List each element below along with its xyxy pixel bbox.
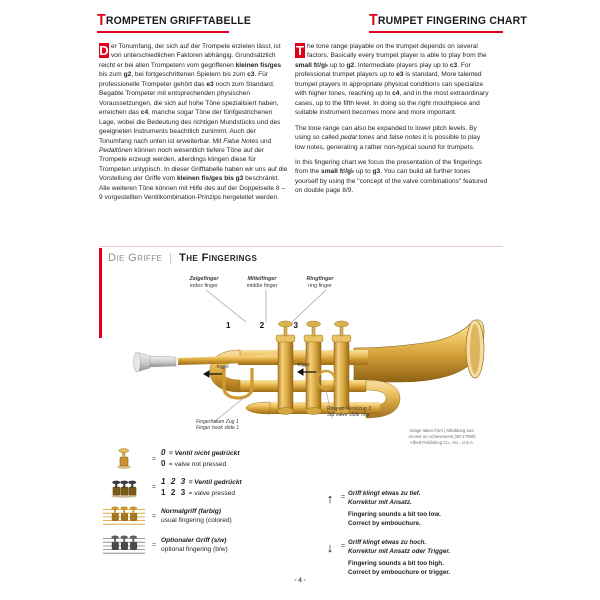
text-italic: pedal tones bbox=[340, 134, 375, 142]
trigger-label-2: Trigger bbox=[297, 362, 310, 367]
text-run: er Tonumfang, der sich auf der Trompete erzielen lässt, ist von unterschiedlichen Faktoren abhängig. Grundsätzlich reicht er bei allen Trompetern vom gegriffenen bbox=[99, 43, 281, 69]
valve-number-2: 2 bbox=[259, 321, 265, 330]
text-run: können noch wesentlich tiefere Töne auf der Trompete erzeugt werden, allerdings klingen diese für Trompeten untypisch. In dieser Grifftabelle haben wir uns auf die Vorstellung der Griffe vom bbox=[99, 146, 288, 183]
pitch-english-line-1: Fingering sounds a bit too high. bbox=[348, 560, 444, 567]
legend-row-optional-fingering bbox=[101, 534, 311, 556]
callout-english: ring finger bbox=[308, 282, 332, 289]
pitch-english-line-2: Correct by embouchure or trigger. bbox=[348, 569, 451, 576]
text-bold: kleinen fis/ges bis g3 bbox=[176, 175, 244, 183]
legend-row-usual-fingering bbox=[101, 505, 311, 527]
legend-german: 1 2 3 = Ventil gedrückt bbox=[161, 477, 242, 486]
text-italic: False Notes bbox=[223, 137, 259, 145]
arrow-down-icon: ↓ bbox=[326, 540, 334, 555]
legend-text bbox=[161, 448, 240, 469]
text-run: up to bbox=[354, 168, 373, 176]
text-bold: c4 bbox=[392, 90, 400, 98]
trumpet-illustration bbox=[118, 318, 490, 434]
legend-fingering-symbols bbox=[101, 448, 311, 563]
header-german bbox=[97, 14, 264, 33]
intro-english-paragraph-3 bbox=[295, 158, 491, 196]
callout-english: middle finger bbox=[246, 282, 278, 289]
label-valve-slide-ring-german: Ring an Ventilzug 3 bbox=[327, 406, 371, 412]
text-run: . Für professionelle Trompeter gehört das bbox=[99, 71, 268, 88]
callout-english: index finger bbox=[190, 282, 218, 289]
text-run: , bei fortgeschrittenen Spielern bis zum bbox=[131, 71, 248, 79]
legend-text bbox=[161, 507, 232, 526]
credit-line-2: Accent on Achievement (00-17090) bbox=[408, 434, 476, 440]
legend-label-english: optional fingering (b/w) bbox=[161, 546, 228, 554]
text-run: he tone range playable on the trumpet depends on several factors. Basically every trumpet player is able to play from the bbox=[307, 43, 487, 60]
pitch-english-line-1: Fingering sounds a bit too low. bbox=[348, 511, 441, 518]
text-run: . You can build all further tones yourself by using the "concept of the valve combinations" featured on double page 8/9. bbox=[295, 168, 488, 195]
label-finger-hook-german: Fingerhaken Zug 1 bbox=[196, 419, 239, 425]
intro-text-german bbox=[99, 42, 289, 209]
pitch-german-line-1: Griff klingt etwas zu hoch. bbox=[348, 539, 427, 546]
legend-equals: = bbox=[151, 455, 157, 463]
text-run: beschränkt. Alle weiteren Töne können mit Hilfe des auf der Doppelseite 8 – 9 vorgestellten Ventilkombination-Prinzips hergeleitet werden. bbox=[99, 175, 286, 202]
callout-german: Zeigefinger bbox=[189, 276, 219, 282]
text-run: noch zum Standard. Begabte Trompeter mit entsprechenden physischen Voraussetzungen, die sich auf hohe Töne spezialisiert haben, erreichen das bbox=[99, 80, 279, 117]
section-divider bbox=[99, 246, 503, 247]
credit-line-1: Image taken from | Abbildung aus: bbox=[409, 428, 475, 433]
text-bold: e3 bbox=[206, 80, 214, 88]
pitch-equals: = bbox=[340, 494, 346, 501]
section-title-english: The Fingerings bbox=[179, 252, 258, 264]
text-bold: c4 bbox=[140, 109, 149, 117]
legend-text bbox=[161, 536, 228, 555]
intro-german-paragraph bbox=[99, 42, 289, 203]
header-english-rest: RUMPET FINGERING CHART bbox=[377, 15, 527, 27]
header-german-rest: ROMPETEN GRIFFTABELLE bbox=[105, 15, 252, 27]
text-run: . For professional trumpet players up to bbox=[295, 61, 471, 79]
text-run: it is possible to play low notes, generating a rather non-typical sound for trumpets. bbox=[295, 134, 481, 151]
pitch-german-line-1: Griff klingt etwas zu tief. bbox=[348, 490, 421, 497]
legend-number-german: 0 bbox=[161, 448, 168, 458]
intro-text-english bbox=[295, 42, 491, 202]
arrow-up-icon: ↑ bbox=[326, 491, 334, 506]
text-bold: g2 bbox=[346, 61, 355, 69]
header-english-text bbox=[369, 14, 527, 28]
valve-pressed-icon bbox=[101, 478, 147, 498]
text-run: , and in the most extraordinary cases, up to the fifth level. In doing so the right mouthpiece and suitable instrument becomes more and more important. bbox=[295, 90, 489, 117]
legend-label-german: Normalgriff (farbig) bbox=[161, 507, 221, 515]
credit-line-3: Alfred Publishing Co., Inc., U.S.A. bbox=[409, 440, 475, 446]
image-credit bbox=[381, 428, 503, 447]
bw-fingering-icon bbox=[101, 534, 147, 556]
section-accent-bar bbox=[99, 248, 102, 338]
valve-not-pressed-icon bbox=[101, 448, 147, 470]
legend-english: 1 2 3 = valve pressed bbox=[161, 487, 235, 497]
pitch-text bbox=[348, 538, 450, 577]
text-run: und bbox=[258, 137, 272, 145]
colored-fingering-icon bbox=[101, 505, 147, 527]
legend-label-german: Ventil nicht gedrückt bbox=[174, 450, 240, 458]
text-bold: g2 bbox=[123, 71, 132, 79]
label-valve-slide-ring-english: 3rd valve slide ring bbox=[327, 412, 370, 419]
section-title-german: Die Griffe bbox=[108, 252, 163, 264]
text-run: . Intermediate players play up to bbox=[354, 61, 450, 69]
callout-german: Mittelfinger bbox=[247, 276, 277, 282]
german-dropcap: D bbox=[99, 43, 109, 58]
legend-number-german: 1 2 3 bbox=[161, 477, 187, 486]
text-run: and bbox=[374, 134, 390, 142]
legend-german: 0 = Ventil nicht gedrückt bbox=[161, 448, 240, 458]
pitch-row-too-high bbox=[322, 538, 507, 577]
page-number: - 4 - bbox=[294, 577, 306, 584]
intro-english-paragraph-1 bbox=[295, 42, 491, 118]
legend-equals: = bbox=[151, 484, 157, 492]
pitch-english-line-2: Correct by embouchure. bbox=[348, 520, 421, 527]
legend-label-german: Optionaler Griff (s/w) bbox=[161, 536, 227, 544]
pitch-german-line-2: Korrektur mit Ansatz oder Trigger. bbox=[348, 548, 451, 555]
text-bold: c3 bbox=[247, 71, 255, 79]
pitch-row-too-low bbox=[322, 489, 507, 528]
text-run: is standard. More talented trumpet players in appropriate physical conditions can specialize with higher tones, reaching up to bbox=[295, 71, 484, 98]
header-german-dropcap: T bbox=[97, 12, 106, 29]
text-italic: false notes bbox=[389, 134, 422, 142]
section-title bbox=[108, 252, 257, 264]
legend-number-english: 0 bbox=[161, 459, 168, 468]
text-run: , manche sogar Töne der fünfgestrichenen Lage, wobei die Bedeutung des richtigen Mundstücks und des geeigneten Instruments beachtlich zunimmt. Auch der Tonumfang nach unten ist erweiterbar. Mit bbox=[99, 109, 281, 145]
english-dropcap: T bbox=[296, 43, 304, 58]
pitch-german-line-2: Korrektur mit Ansatz. bbox=[348, 499, 412, 506]
legend-row-valve-pressed bbox=[101, 477, 311, 498]
text-run: bis zum bbox=[99, 71, 124, 79]
pitch-equals: = bbox=[340, 543, 346, 550]
text-bold: small f♯/g♭ bbox=[321, 168, 355, 176]
valve-number-3: 3 bbox=[293, 321, 298, 330]
legend-row-valve-not-pressed bbox=[101, 448, 311, 470]
section-title-separator: | bbox=[169, 252, 173, 264]
label-finger-hook bbox=[196, 419, 239, 431]
header-german-text bbox=[97, 14, 251, 28]
text-italic: Pedaltönen bbox=[99, 146, 133, 154]
text-bold: g3 bbox=[372, 168, 381, 176]
label-finger-hook-english: Finger hook slide 1 bbox=[196, 425, 240, 432]
legend-equals: = bbox=[151, 512, 157, 520]
legend-label-english: valve pressed bbox=[194, 489, 235, 497]
trigger-label-1: Trigger bbox=[216, 364, 229, 369]
header-german-rule bbox=[97, 31, 229, 33]
header-english bbox=[369, 14, 541, 33]
text-run: In this fingering chart we focus the presentation of the fingerings from the bbox=[295, 158, 482, 176]
text-run: up to bbox=[328, 61, 347, 69]
legend-text bbox=[161, 477, 242, 498]
label-valve-slide-ring bbox=[327, 406, 371, 418]
legend-label-german: Ventil gedrückt bbox=[194, 479, 242, 486]
text-bold: small f♯/g♭ bbox=[295, 61, 329, 69]
legend-number-english: 1 2 3 bbox=[161, 487, 187, 497]
intro-english-paragraph-2 bbox=[295, 124, 491, 152]
header-english-dropcap: T bbox=[369, 12, 378, 29]
valve-number-1: 1 bbox=[226, 321, 231, 330]
pitch-text bbox=[348, 489, 441, 528]
text-run: The tone range can also be expanded to lower pitch levels. By using so called bbox=[295, 124, 477, 142]
page-headers bbox=[97, 12, 527, 36]
legend-label-english: valve not pressed bbox=[174, 461, 227, 468]
header-english-rule bbox=[369, 31, 503, 33]
legend-pitch-correction bbox=[322, 489, 507, 587]
text-bold: e3 bbox=[396, 71, 404, 79]
legend-equals: = bbox=[151, 541, 157, 549]
text-bold: c3 bbox=[449, 61, 458, 69]
callout-german: Ringfinger bbox=[306, 276, 334, 282]
text-bold: kleinen fis/ges bbox=[235, 61, 282, 69]
legend-label-english: usual fingering (colored) bbox=[161, 517, 232, 525]
legend-english: 0 = valve not pressed bbox=[161, 459, 227, 468]
